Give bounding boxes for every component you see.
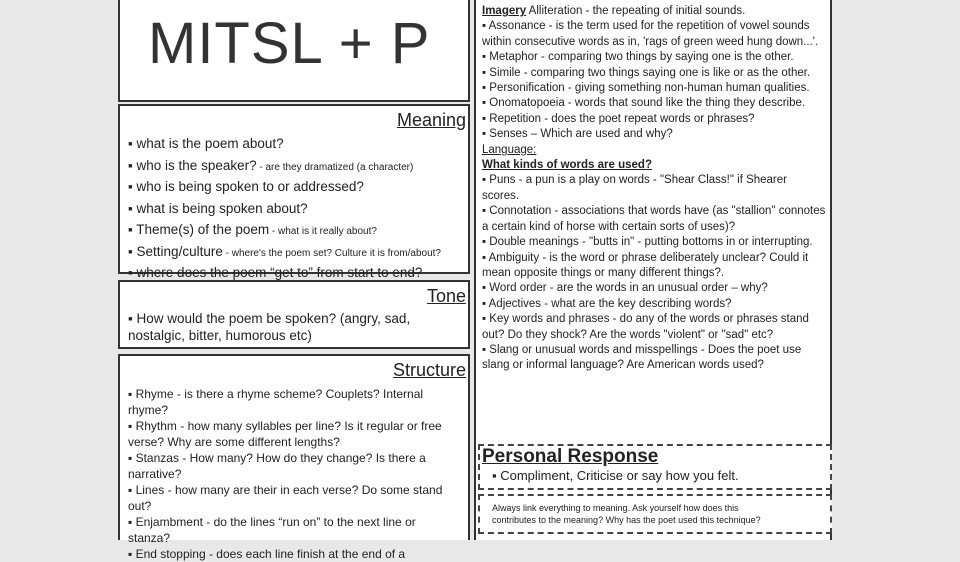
list-item: ▪ Senses – Which are used and why? [482,128,673,141]
list-item: ▪ Stanzas - How many? How do they change? Is there a narrative? [128,451,426,481]
note-line-2: contributes to the meaning? Why has the poet used this technique? [492,515,761,525]
imagery-intro: Imagery Alliteration - the repeating of initial sounds. [482,5,746,17]
list-item: ▪ Enjambment - do the lines “run on” to the next line or stanza? [128,515,416,545]
tone-panel [118,280,470,349]
list-item: ▪ Theme(s) of the poem - what is it really about? [128,222,377,237]
personal-response-text: ▪ Compliment, Criticise or say how you felt. [492,468,739,483]
list-item: ▪ what is the poem about? [128,136,284,151]
meaning-panel [118,104,470,280]
structure-heading: Structure [392,360,466,380]
tone-text: ▪ How would the poem be spoken? (angry, sad, nostalgic, bitter, humorous etc) [128,311,411,343]
structure-list [128,386,460,562]
list-item: ▪ Key words and phrases - do any of the words or phrases stand out? Do they shock? Are the words "violent" or "sad" etc? [482,313,809,341]
list-item: ▪ Simile - comparing two things saying one is like or as the other. [482,66,811,79]
list-item: ▪ Puns - a pun is a play on words - "Shear Class!" if Shearer scores. [482,174,787,202]
personal-response-panel [478,444,832,490]
list-item: ▪ Setting/culture - where's the poem set? Culture it is from/about? [128,243,441,259]
tone-heading: Tone [426,286,466,306]
list-item: ▪ Assonance - is the term used for the repetition of vowel sounds within consecutive words as in, 'rags of green weed hung down...'. [482,20,819,48]
list-item: ▪ Word order - are the words in an unusual order – why? [482,282,768,295]
list-item: ▪ Ambiguity - is the word or phrase deliberately unclear? Could it mean opposite things or many different things?. [482,251,809,279]
meaning-list [128,134,460,285]
language-heading: Language: [482,143,537,156]
list-item: ▪ Rhyme - is there a rhyme scheme? Couplets? Internal rhyme? [128,387,424,417]
list-item: ▪ Slang or unusual words and misspellings - Does the poet use slang or informal language? Are American words used? [482,343,802,372]
list-item: ▪ Repetition - does the poet repeat words or phrases? [482,112,755,125]
list-item: ▪ Connotation - associations that words have (as "stallion" connotes a certain kind of horse with certain sorts of uses)? [482,205,826,233]
title-panel [118,0,470,102]
list-item: ▪ Lines - how many are their in each verse? Do some stand out? [128,483,443,513]
list-item: ▪ Onomatopoeia - words that sound like the thing they describe. [482,97,806,110]
list-item: ▪ who is the speaker? - are they dramatized (a character) [128,157,414,173]
list-item: ▪ Metaphor - comparing two things by saying one is the other. [482,51,794,64]
note-line-1: Always link everything to meaning. Ask yourself how does this [492,503,739,513]
list-item: ▪ End stopping - does each line finish at the end of a [128,547,406,561]
language-subheading: What kinds of words are used? [482,159,652,172]
personal-response-heading: Personal Response [482,446,659,467]
list-item: ▪ where does the poem “get to” from start to end? [128,265,423,280]
list-item: ▪ Adjectives - what are the key describing words? [482,297,732,310]
imagery-heading: Imagery [482,5,527,17]
page-title: MITSL + P [148,11,431,76]
list-item: ▪ Personification - giving something non-human human qualities. [482,82,810,95]
imagery-language-list [482,4,826,374]
meaning-heading: Meaning [396,110,466,130]
structure-panel [118,354,470,561]
meaning-link-note [478,494,832,534]
list-item: ▪ Double meanings - "butts in" - putting bottoms in or interrupting. [482,236,813,249]
list-item: ▪ who is being spoken to or addressed? [128,179,364,194]
note-text [492,502,761,526]
list-item: ▪ Rhythm - how many syllables per line? Is it regular or free verse? Why are some different lengths? [128,419,442,449]
list-item: ▪ what is being spoken about? [128,200,308,216]
